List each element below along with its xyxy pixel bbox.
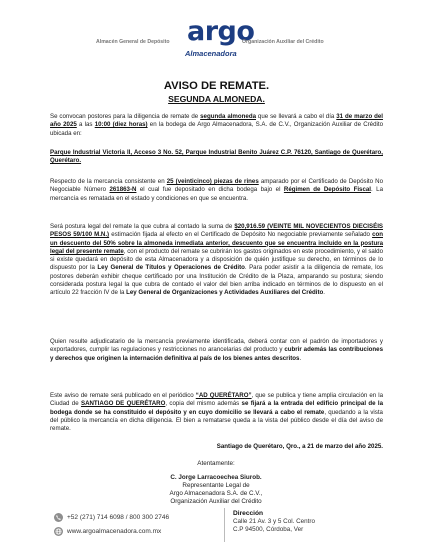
header-right-text: Organización Auxiliar del Crédito xyxy=(242,39,324,45)
text: . La mercancía es rematada en el estado y condiciones en que se encuentra. xyxy=(50,186,383,202)
phone-number[interactable]: +52 (271) 714 6098 / 800 300 2746 xyxy=(67,514,170,522)
website-link[interactable]: www.argoalmacenadora.com.mx xyxy=(67,528,162,536)
paragraph-convocation xyxy=(50,113,383,138)
phone-icon xyxy=(54,513,63,522)
salutation: Atentamente: xyxy=(197,460,235,467)
text: , quedando a la vista del público la mercancía en dicha diligencia. El bien a rematarse queda a la vista del público desde el día del aviso de remate. xyxy=(50,408,383,433)
signer-org: Organización Auxiliar del Crédito xyxy=(170,498,262,505)
signer-company: Argo Almacenadora S.A. de C.V., xyxy=(169,490,263,497)
signature-block xyxy=(116,474,316,506)
text: . Para poder asistir a la diligencia de remate, los postores deberán exhibir cheque certificado por una Institución de Crédito de la Plaza, amparando su postura; siendo considerada postura legal la que cubra de contado el valor del bien arriba indicado en términos de lo dispuesto en el artículo 22 fracción IV de la xyxy=(50,264,383,297)
logo-subtitle: Almacenadora xyxy=(185,49,237,58)
text: Quien resulte adjudicatario de la mercancía previamente identificada, deberá contar con el padrón de importadores y exportadores, cumplir las regulaciones y restricciones no arancelarias del producto y xyxy=(50,338,383,354)
emphasis: Ley General de Títulos y Operaciones de Crédito xyxy=(97,264,245,272)
signer-name: C. Jorge Larracoechea Siurob. xyxy=(170,474,262,481)
text: Respecto de la mercancía consistente en xyxy=(50,178,167,185)
emphasis: $20,916.59 (VEINTE MIL NOVECIENTOS DIECISÉIS PESOS 59/100 M.N.) xyxy=(50,223,383,239)
emphasis: se fijará a la entrada del edificio principal de la bodega donde se ha constituido el depósito y en cuyo domicilio se llevará a cabo el remate xyxy=(50,400,383,416)
emphasis: Régimen de Depósito Fiscal xyxy=(283,186,371,194)
text: amparado por el Certificado de Depósito No Negociable Número xyxy=(50,178,384,194)
emphasis: 10:00 (diez horas) xyxy=(94,121,148,129)
emphasis: 25 (veinticinco) piezas de rines xyxy=(166,178,259,185)
text: , que se publica y tiene amplia circulación en la Ciudad de xyxy=(50,392,383,408)
emphasis: segunda almoneda xyxy=(200,113,256,120)
text: estimación fijada al efecto en el Certificado de Depósito No negociable previamente señalado xyxy=(109,231,373,239)
footer-address xyxy=(233,510,315,534)
address-line-1: Calle 21 Av. 3 y 5 Col. Centro xyxy=(233,518,316,525)
footer-web xyxy=(54,527,161,536)
footer-phone xyxy=(54,513,169,522)
text: . xyxy=(323,289,325,297)
text: que se llevará a cabo el día xyxy=(255,113,337,120)
emphasis: “AD QUERÉTARO” xyxy=(195,392,252,399)
globe-icon xyxy=(54,527,63,536)
emphasis: SANTIAGO DE QUERÉTARO xyxy=(80,400,166,408)
text: Se convocan postores para la diligencia de remate de xyxy=(50,113,201,120)
text: , con el producto del remate se cubrirán los gastos originados en este procedimiento, y el saldo si existe quedará en depósito de esta Almacenadora y a disposición de quién justifique su derecho, en términos de lo dispuesto por la xyxy=(50,247,383,272)
paragraph-adjudicatario xyxy=(50,338,383,363)
emphasis: Ley General de Organizaciones y Actividades Auxiliares del Crédito xyxy=(126,289,324,297)
text: el cual fue depositado en dicha bodega bajo el xyxy=(136,186,284,194)
emphasis: con un descuento del 50% sobre la almoneda inmediata anterior, descuento que se encuentra incluido en la postura legal del presente remate xyxy=(50,231,383,255)
emphasis: 261863-N xyxy=(109,186,137,194)
text: . xyxy=(299,354,302,362)
text: Este aviso de remate será publicado en el periódico xyxy=(50,392,196,399)
signing-date: Santiago de Querétaro, Qro., a 21 de marzo del año 2025. xyxy=(216,443,383,450)
paragraph-publication xyxy=(50,392,383,433)
paragraph-merchandise xyxy=(50,178,383,203)
emphasis: cubrir además las contribuciones y derechos que originen la internación definitiva al país de los bienes antes descritos xyxy=(50,346,383,362)
text: Será postura legal del remate la que cubra al contado la suma de xyxy=(50,223,235,230)
footer-divider xyxy=(224,508,225,542)
address-heading: Dirección xyxy=(233,510,264,517)
emphasis: 31 de marzo del año 2025 xyxy=(50,113,383,129)
signer-role: Representante Legal de xyxy=(182,482,250,489)
address-line-2: C.P 94500, Córdoba, Ver xyxy=(233,526,304,533)
text: a las xyxy=(76,121,95,129)
header-left-text: Almacén General de Depósito xyxy=(96,39,170,45)
page-title: AVISO DE REMATE. xyxy=(163,80,270,92)
page-subtitle: SEGUNDA ALMONEDA. xyxy=(168,94,265,104)
text: en la bodega de Argo Almacenadora, S.A. de C.V., Organización Auxiliar de Crédito ubicada en: xyxy=(50,121,383,137)
paragraph-legal-bid xyxy=(50,223,383,298)
argo-logo: argo xyxy=(187,16,255,47)
text: , copia del mismo además xyxy=(165,400,242,408)
letterhead xyxy=(0,0,433,62)
paragraph-address xyxy=(50,149,383,166)
warehouse-address: Parque Industrial Victoria II, Acceso 3 No. 52, Parque Industrial Benito Juárez C.P. 76120, Santiago de Querétaro, Querétaro. xyxy=(50,149,383,165)
